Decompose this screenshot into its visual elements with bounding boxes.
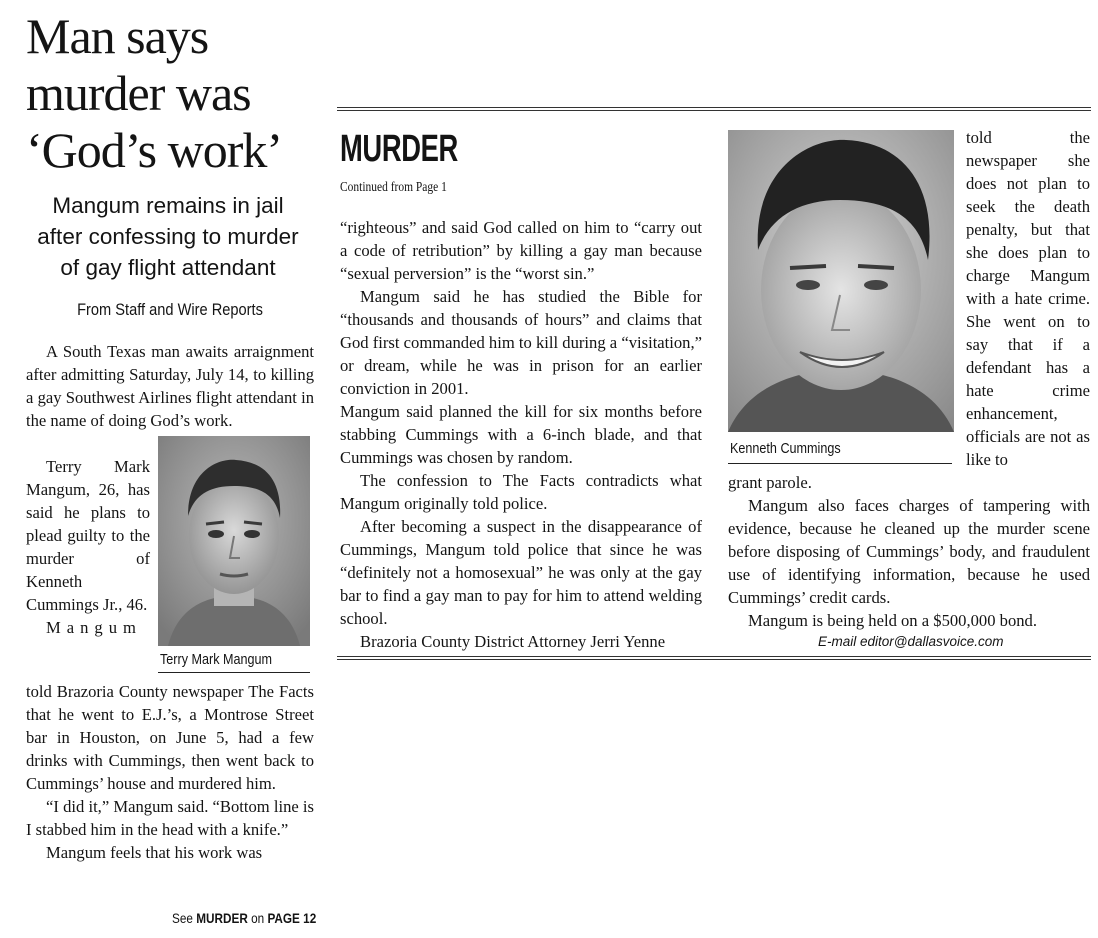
body-paragraph: Mangum feels that his work was (46, 843, 263, 862)
body-paragraph: The confession to The Facts contradicts what Mangum originally told police. (340, 471, 702, 513)
wrap-mangum: Mangum (46, 618, 142, 637)
body-paragraph: told Brazoria County newspaper The Facts that he went to E.J.’s, a Montrose Street bar in Houston, on June 5, had a few drinks with Cummings, then went back to Cummings’ house and murdered him. (26, 682, 314, 793)
portrait-icon (728, 130, 954, 432)
mugshot-caption: Terry Mark Mangum (160, 651, 273, 668)
continuation-bottom-column (728, 471, 1090, 632)
jump-on: on (251, 910, 265, 926)
continued-from: Continued from Page 1 (340, 180, 447, 195)
article-wrap-text (26, 455, 150, 639)
body-paragraph: “I did it,” Mangum said. “Bottom line is I stabbed him in the head with a knife.” (26, 797, 314, 839)
body-paragraph: Mangum said he has studied the Bible for “thousands and thousands of hours” and claims that God first commanded him to kill during a “visitation,” or dream, while he was in prison for an earlier conviction in 2001. (340, 287, 702, 398)
body-paragraph: grant parole. (728, 473, 812, 492)
article-lead (26, 340, 314, 432)
body-paragraph: Mangum also faces charges of tampering with evidence, because he cleaned up the murder scene before disposing of Cummings’ body, and fraudulent use of identifying information, because he used Cummings’ credit cards. (728, 496, 1090, 607)
headline-line-1: Man says (26, 8, 209, 64)
subhead-line-3: of gay flight attendant (60, 255, 276, 280)
portrait-photo (728, 130, 954, 432)
jump-see: See (172, 910, 193, 926)
body-paragraph: Mangum said planned the kill for six months before stabbing Cummings with a 6-inch blade, and that Cummings was chosen by random. (340, 402, 702, 467)
body-paragraph: Mangum is being held on a $500,000 bond. (748, 611, 1037, 630)
headline-line-3: ‘God’s work’ (26, 122, 283, 178)
mugshot-icon (158, 436, 310, 646)
body-paragraph: After becoming a suspect in the disappearance of Cummings, Mangum told police that since he was “definitely not a homosexual” he was only at the gay bar to find a gay man to pay for him to attend welding school. (340, 517, 702, 628)
continuation-column (340, 216, 702, 653)
lead-paragraph: A South Texas man awaits arraignment after admitting Saturday, July 14, to killing a gay Southwest Airlines flight attendant in the name of doing God’s work. (26, 342, 314, 430)
side-paragraph: told the newspaper she does not plan to seek the death penalty, but that she does plan to charge Mangum with a hate crime. She went on to say that if a defendant has a hate crime enhancement, officials are not as like to (966, 128, 1090, 469)
mugshot-caption-rule (158, 672, 310, 673)
subhead-line-1: Mangum remains in jail (52, 193, 284, 218)
jump-line (172, 910, 316, 926)
subheadline (22, 190, 314, 283)
mugshot-photo (158, 436, 310, 646)
wrap-paragraph: Terry Mark Mangum, 26, has said he plans to plead guilty to the murder of Kenneth Cummings Jr., 46. (26, 457, 150, 614)
byline: From Staff and Wire Reports (77, 300, 263, 319)
continuation-side-column (966, 126, 1090, 471)
body-paragraph: Brazoria County District Attorney Jerri Yenne (360, 632, 666, 651)
subhead-line-2: after confessing to murder (37, 224, 299, 249)
headline-line-2: murder was (26, 65, 251, 121)
top-rule (337, 107, 1091, 111)
continuation-kicker: MURDER (340, 128, 458, 170)
email-credit: E-mail editor@dallasvoice.com (818, 634, 1004, 649)
portrait-caption: Kenneth Cummings (730, 440, 841, 457)
portrait-caption-rule (728, 463, 952, 464)
article-body-left (26, 680, 314, 864)
body-paragraph: “righteous” and said God called on him to “carry out a code of retribution” by killing a gay man because “sexual perversion” is the “worst sin.” (340, 218, 702, 283)
headline (26, 8, 326, 179)
jump-page: PAGE 12 (267, 910, 317, 926)
jump-word: MURDER (196, 910, 248, 926)
bottom-rule (337, 656, 1091, 660)
